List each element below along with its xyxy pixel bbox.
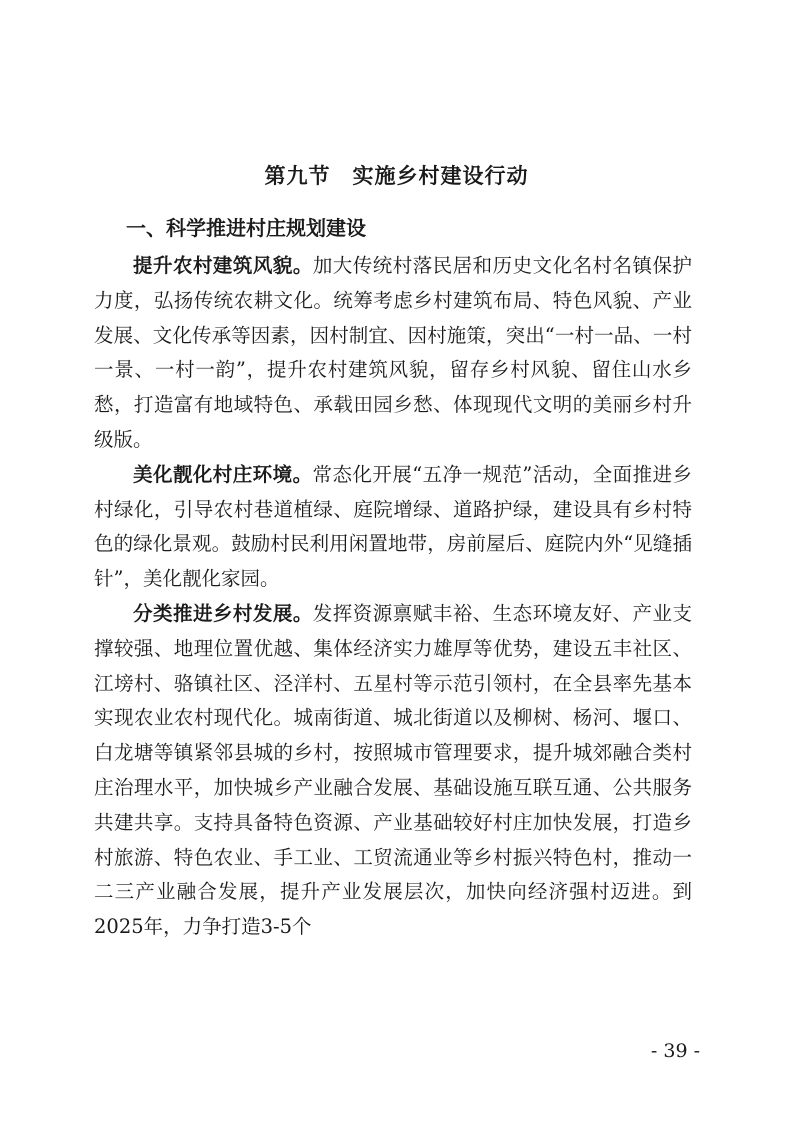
paragraph-text: 发挥资源禀赋丰裕、生态环境友好、产业支撑较强、地理位置优越、集体经济实力雄厚等优势，建设五丰社区、江塝村、骆镇社区、泾洋村、五星村等示范引领村，在全县率先基本实现农业农村现代化。城南街道、城北街道以及柳树、杨河、堰口、白龙塘等镇紧邻县城的乡村，按照城市管理要求，提升城郊融合类村庄治理水平，加快城乡产业融合发展、基础设施互联互通、公共服务共建共享。支持具备特色资源、产业基础较好村庄加快发展，打造乡村旅游、特色农业、手工业、工贸流通业等乡村振兴特色村，推动一二三产业融合发展，提升产业发展层次，加快向经济强村迈进。到2025年，力争打造3-5个 <box>94 601 692 939</box>
subsection-title: 一、科学推进村庄规划建设 <box>126 216 366 240</box>
page-number: - 39 - <box>650 1040 700 1062</box>
paragraph-building-style <box>94 249 692 458</box>
paragraph-lead: 美化靓化村庄环境。 <box>133 462 313 486</box>
section-title: 第九节 实施乡村建设行动 <box>264 164 529 188</box>
paragraph-text: 常态化开展“五净一规范”活动，全面推进乡村绿化，引导农村巷道植绿、庭院增绿、道路护绿，建设具有乡村特色的绿化景观。鼓励村民利用闲置地带，房前屋后、庭院内外“见缝插针”，美化靓化家园。 <box>94 462 692 591</box>
paragraph-text: 加大传统村落民居和历史文化名村名镇保护力度，弘扬传统农耕文化。统筹考虑乡村建筑布局、特色风貌、产业发展、文化传承等因素，因村制宜、因村施策，突出“一村一品、一村一景、一村一韵”，提升农村建筑风貌，留存乡村风貌、留住山水乡愁，打造富有地域特色、承载田园乡愁、体现现代文明的美丽乡村升级版。 <box>94 254 692 451</box>
paragraph-village-development <box>94 597 692 945</box>
paragraph-lead: 分类推进乡村发展。 <box>133 601 313 625</box>
body-text <box>94 249 692 945</box>
paragraph-village-environment <box>94 458 692 597</box>
paragraph-lead: 提升农村建筑风貌。 <box>133 254 313 277</box>
